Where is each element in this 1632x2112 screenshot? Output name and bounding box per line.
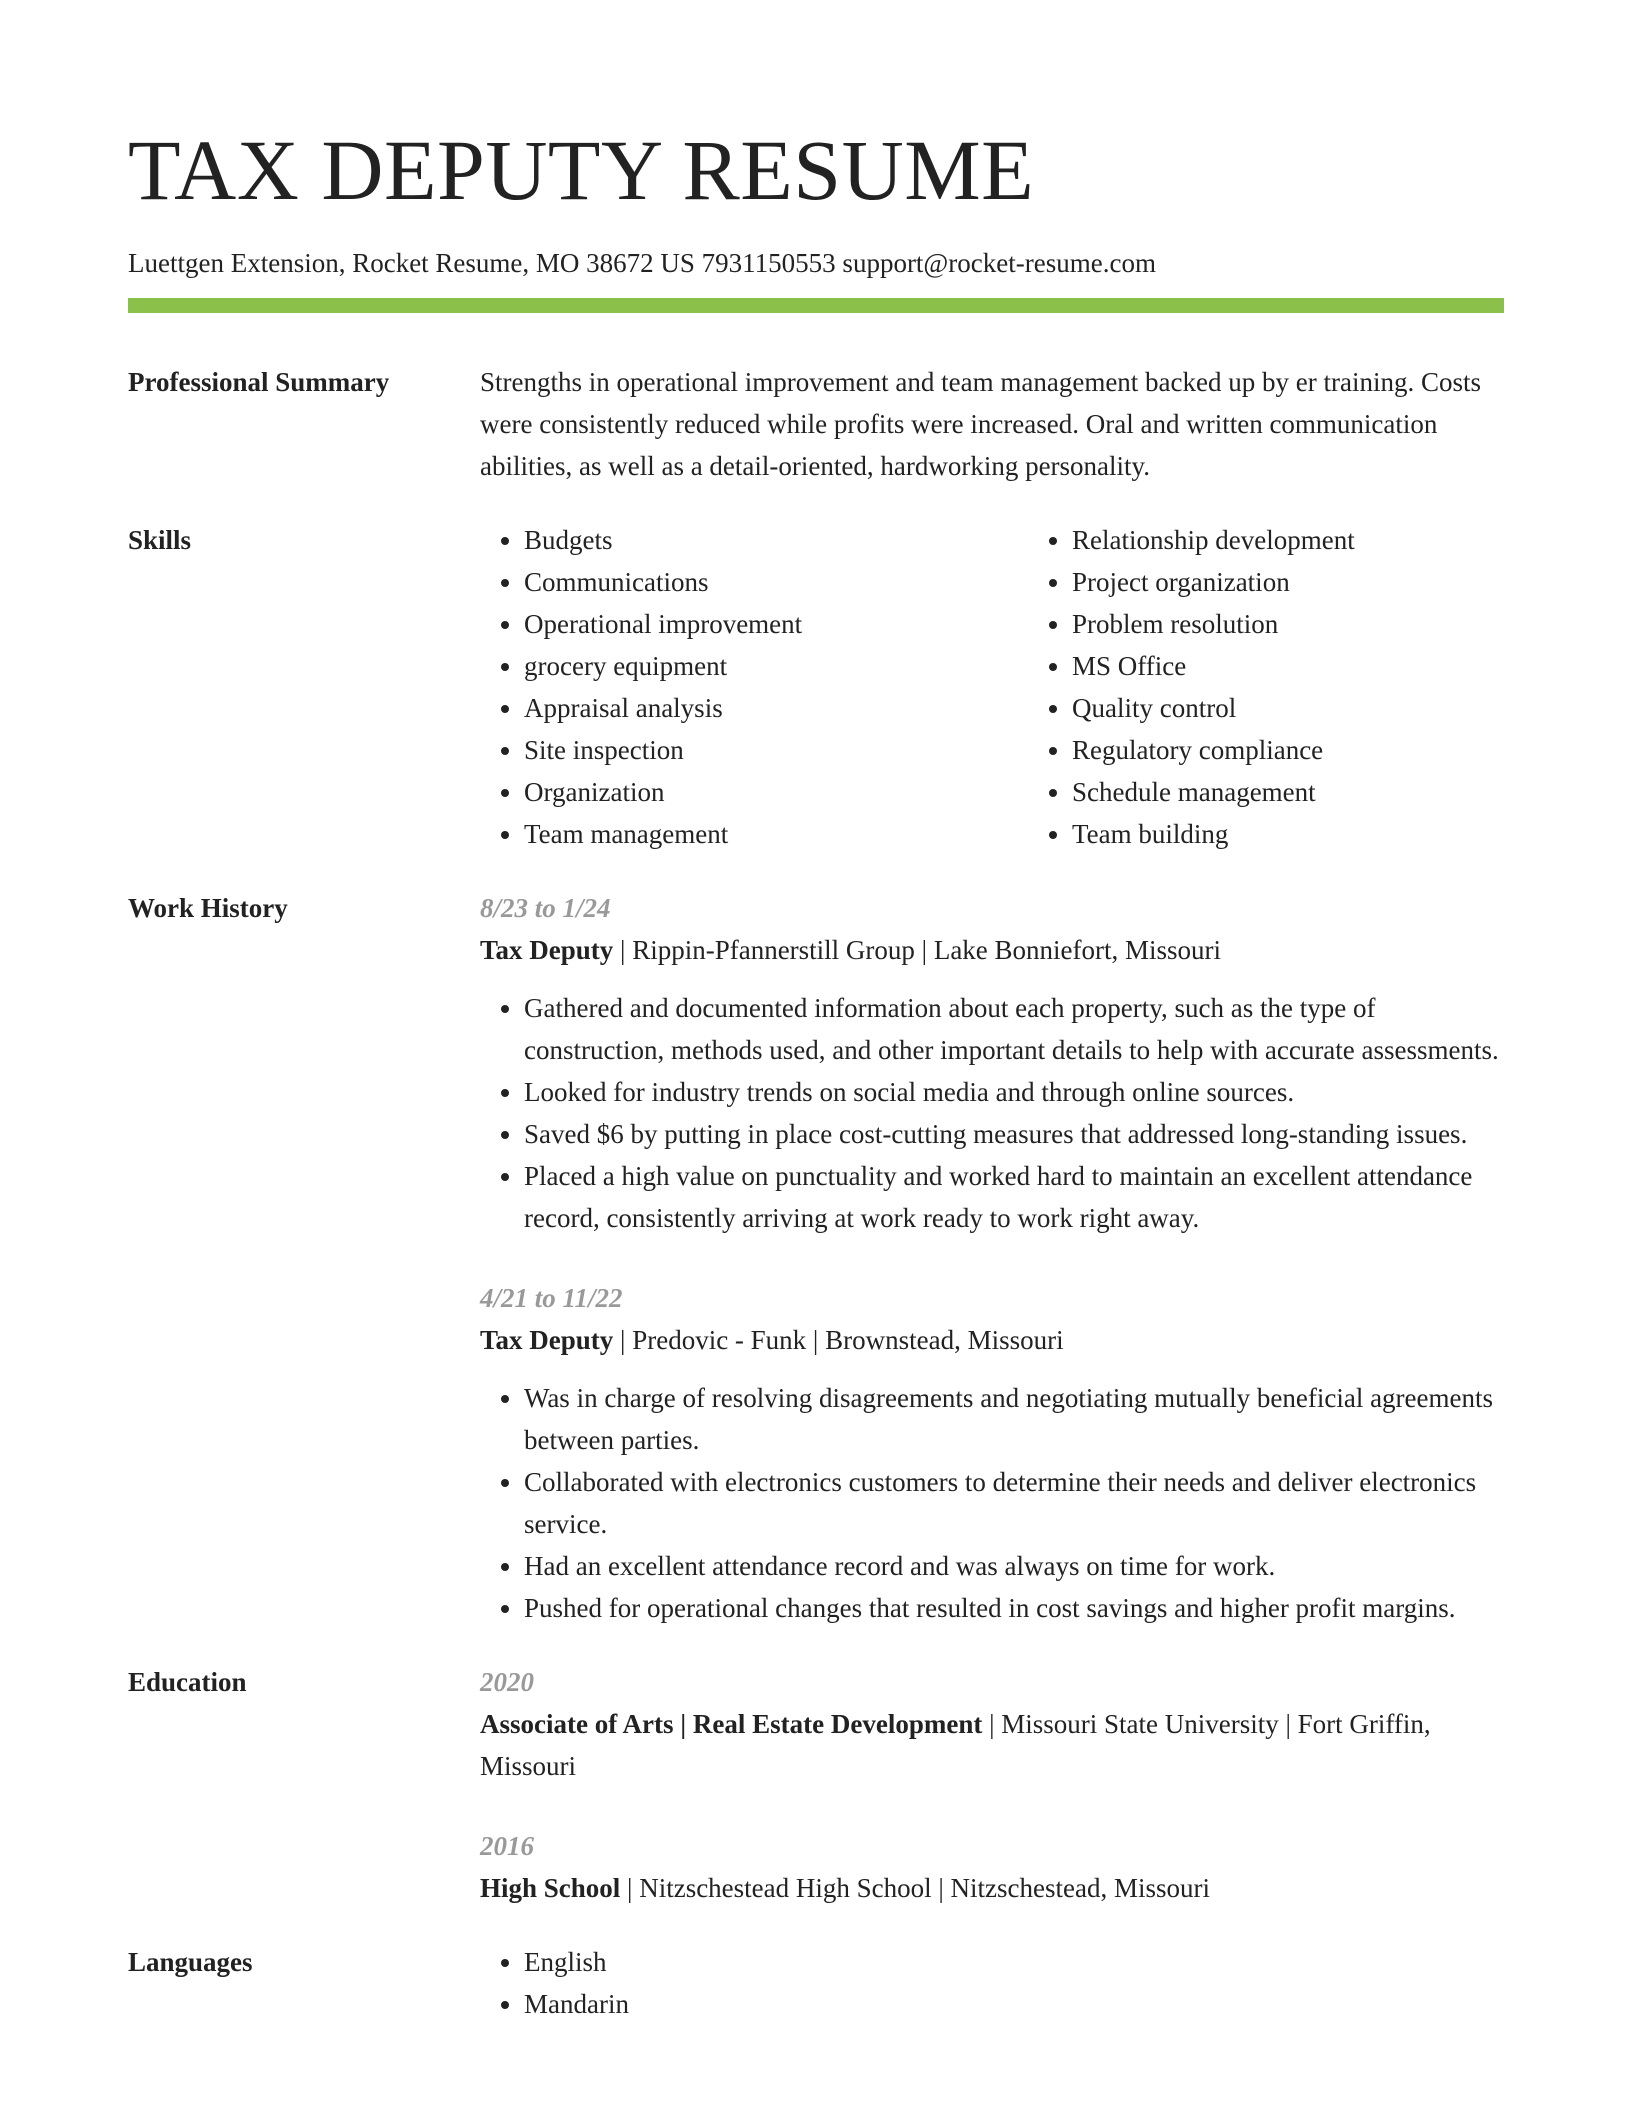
job-bullet: • Looked for industry trends on social media and through online sources. <box>524 1071 1504 1113</box>
skill-item: • Site inspection <box>524 729 1028 771</box>
skill-item: • Team building <box>1072 813 1576 855</box>
job-dates: 4/21 to 11/22 <box>480 1283 623 1313</box>
education-entry <box>480 1661 1504 1787</box>
skill-item: • MS Office <box>1072 645 1576 687</box>
education-section <box>128 1661 1504 1909</box>
languages-label: Languages <box>128 1947 253 1977</box>
job-entry <box>480 887 1504 1239</box>
skill-item: • Project organization <box>1072 561 1576 603</box>
summary-text: Strengths in operational improvement and team management backed up by er training. Costs were consistently reduced while profits were increased. Oral and written communication abilities, as well as a detail-oriented, hardworking personality. <box>480 367 1481 481</box>
skill-item: • Budgets <box>524 519 1028 561</box>
education-degree: High School <box>480 1873 621 1903</box>
education-degree: Associate of Arts | Real Estate Development <box>480 1709 983 1739</box>
skills-list-right <box>1028 519 1576 855</box>
job-title: Tax Deputy <box>480 935 614 965</box>
education-title-line <box>480 1867 1504 1909</box>
skill-item: • Organization <box>524 771 1028 813</box>
education-school: | Nitzschestead High School | Nitzschestead, Missouri <box>620 1873 1210 1903</box>
skill-item: • Regulatory compliance <box>1072 729 1576 771</box>
job-bullet: • Saved $6 by putting in place cost-cutting measures that addressed long-standing issues. <box>524 1113 1504 1155</box>
job-bullet: • Had an excellent attendance record and was always on time for work. <box>524 1545 1504 1587</box>
skill-item: • Operational improvement <box>524 603 1028 645</box>
job-bullet: • Gathered and documented information about each property, such as the type of construction, methods used, and other important details to help with accurate assessments. <box>524 987 1504 1071</box>
work-history-section <box>128 887 1504 1629</box>
languages-list <box>480 1941 1504 2025</box>
job-bullets <box>480 1377 1504 1629</box>
skill-item: • Team management <box>524 813 1028 855</box>
job-bullet: • Collaborated with electronics customers to determine their needs and deliver electronics service. <box>524 1461 1504 1545</box>
language-item: • Mandarin <box>524 1983 1504 2025</box>
skill-item: • Problem resolution <box>1072 603 1576 645</box>
languages-section <box>128 1941 1504 2025</box>
education-school: | Missouri State University | Fort Griffin, Missouri <box>480 1709 1431 1781</box>
skill-item: • Communications <box>524 561 1028 603</box>
summary-label: Professional Summary <box>128 367 390 397</box>
work-history-label: Work History <box>128 893 288 923</box>
education-entry <box>480 1825 1504 1909</box>
education-year: 2020 <box>480 1667 534 1697</box>
job-bullet: • Pushed for operational changes that resulted in cost savings and higher profit margins. <box>524 1587 1504 1629</box>
job-bullet: • Was in charge of resolving disagreements and negotiating mutually beneficial agreements between parties. <box>524 1377 1504 1461</box>
job-title-line <box>480 929 1504 971</box>
job-bullets <box>480 987 1504 1239</box>
job-title: Tax Deputy <box>480 1325 614 1355</box>
education-year: 2016 <box>480 1831 534 1861</box>
resume-title: TAX DEPUTY RESUME <box>128 122 1035 218</box>
job-title-line <box>480 1319 1504 1361</box>
skill-item: • grocery equipment <box>524 645 1028 687</box>
contact-line: Luettgen Extension, Rocket Resume, MO 38672 US 7931150553 support@rocket-resume.com <box>128 248 1156 278</box>
summary-section <box>128 361 1504 487</box>
resume-page <box>128 120 1504 2025</box>
job-entry <box>480 1277 1504 1629</box>
skill-item: • Appraisal analysis <box>524 687 1028 729</box>
skills-list-left <box>480 519 1028 855</box>
language-item: • English <box>524 1941 1504 1983</box>
job-dates: 8/23 to 1/24 <box>480 893 611 923</box>
skills-label: Skills <box>128 525 192 555</box>
job-bullet: • Placed a high value on punctuality and worked hard to maintain an excellent attendance record, consistently arriving at work ready to work right away. <box>524 1155 1504 1239</box>
job-employer: | Rippin-Pfannerstill Group | Lake Bonniefort, Missouri <box>613 935 1222 965</box>
skill-item: • Relationship development <box>1072 519 1576 561</box>
education-label: Education <box>128 1667 247 1697</box>
education-title-line <box>480 1703 1504 1787</box>
skill-item: • Quality control <box>1072 687 1576 729</box>
skill-item: • Schedule management <box>1072 771 1576 813</box>
skills-section <box>128 519 1504 855</box>
job-employer: | Predovic - Funk | Brownstead, Missouri <box>613 1325 1064 1355</box>
accent-divider <box>128 298 1504 313</box>
